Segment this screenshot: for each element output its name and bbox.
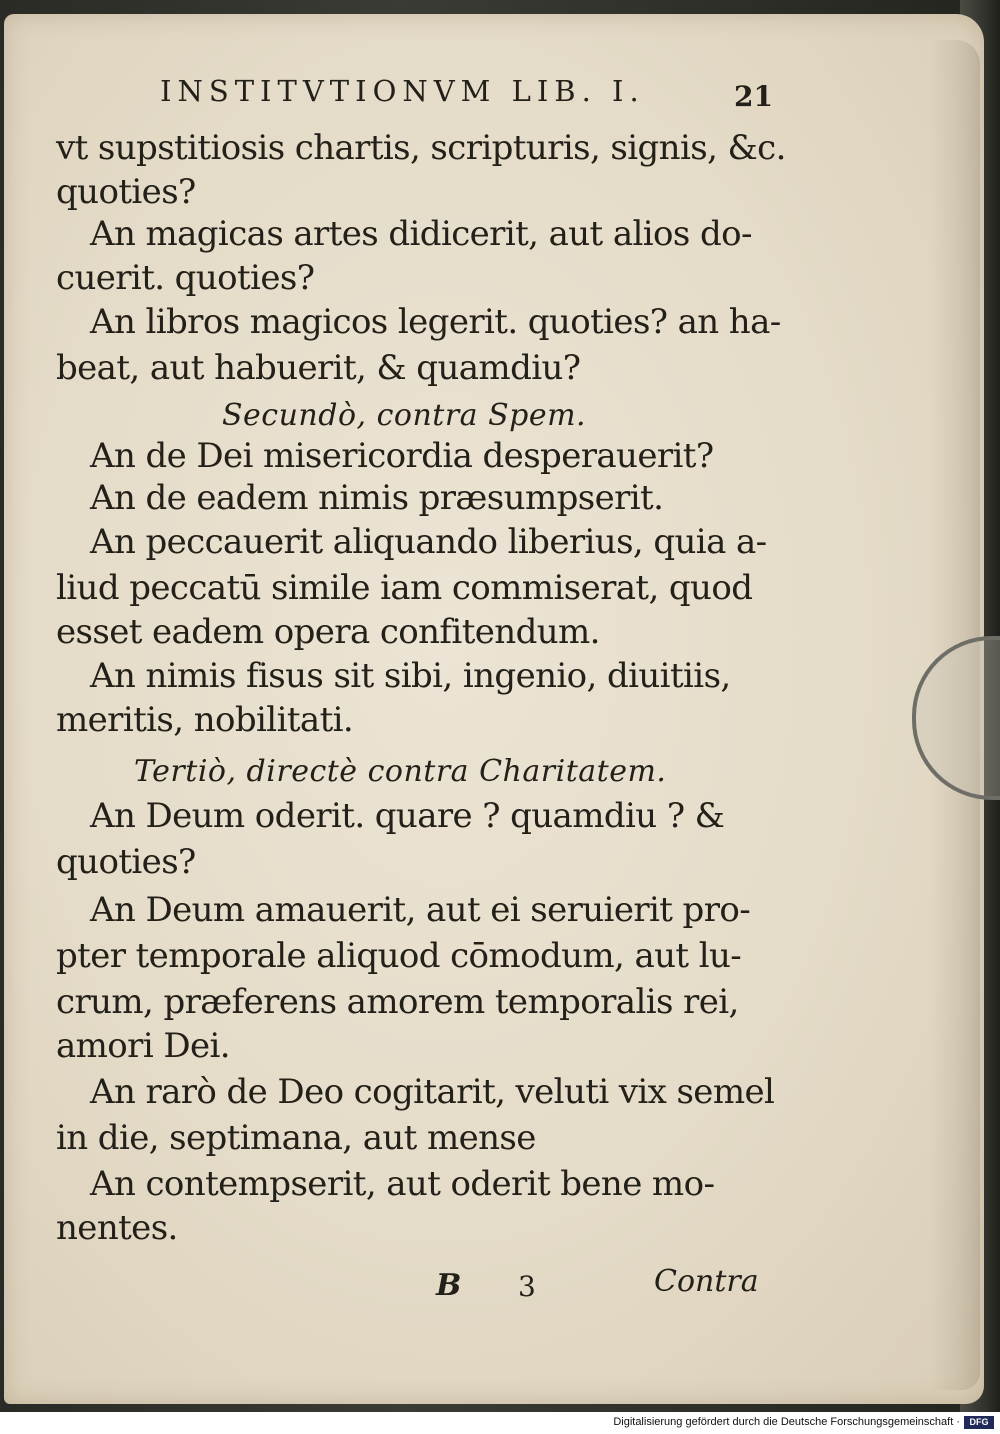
running-head: INSTITVTIONVM LIB. I. [160,74,645,108]
catchword: Contra [654,1264,759,1299]
text-line: meritis, nobilitati. [56,700,354,740]
text-line: An de eadem nimis præsumpserit. [90,478,664,518]
text-line: An nimis fisus sit sibi, ingenio, diuitiis, [90,656,731,696]
text-line: An Deum amauerit, aut ei seruierit pro- [90,890,751,930]
section-heading: Tertiò, directè contra Charitatem. [134,754,667,789]
page-number: 21 [734,80,773,113]
text-line: vt supstitiosis chartis, scripturis, signis, &c. [56,128,786,168]
text-line: pter temporale aliquod cōmodum, aut lu- [56,936,742,976]
signature-mark: B [436,1268,462,1303]
text-line: in die, septimana, aut mense [56,1118,536,1158]
text-line: nentes. [56,1208,178,1248]
text-line: beat, aut habuerit, & quamdiu? [56,348,581,388]
text-line: crum, præferens amorem temporalis rei, [56,982,739,1022]
dfg-logo-icon: DFG [964,1416,994,1429]
text-line: quoties? [56,172,196,212]
text-line: quoties? [56,842,196,882]
text-line: An peccauerit aliquando liberius, quia a- [90,522,767,562]
text-line: An libros magicos legerit. quoties? an ha- [90,302,781,342]
funding-credit: Digitalisierung gefördert durch die Deutsche Forschungsgemeinschaft · [613,1416,960,1428]
text-line: An Deum oderit. quare ? quamdiu ? & [90,796,725,836]
text-line: An de Dei misericordia desperauerit? [90,436,714,476]
text-line: amori Dei. [56,1026,230,1066]
signature-number: 3 [518,1270,536,1303]
section-heading: Secundò, contra Spem. [222,398,587,433]
text-line: liud peccatū simile iam commiserat, quod [56,568,753,608]
text-line: An rarò de Deo cogitarit, veluti vix semel [90,1072,775,1112]
text-line: An contempserit, aut oderit bene mo- [90,1164,715,1204]
text-line: An magicas artes didicerit, aut alios do- [90,214,752,254]
text-line: cuerit. quoties? [56,258,315,298]
text-line: esset eadem opera confitendum. [56,612,600,652]
